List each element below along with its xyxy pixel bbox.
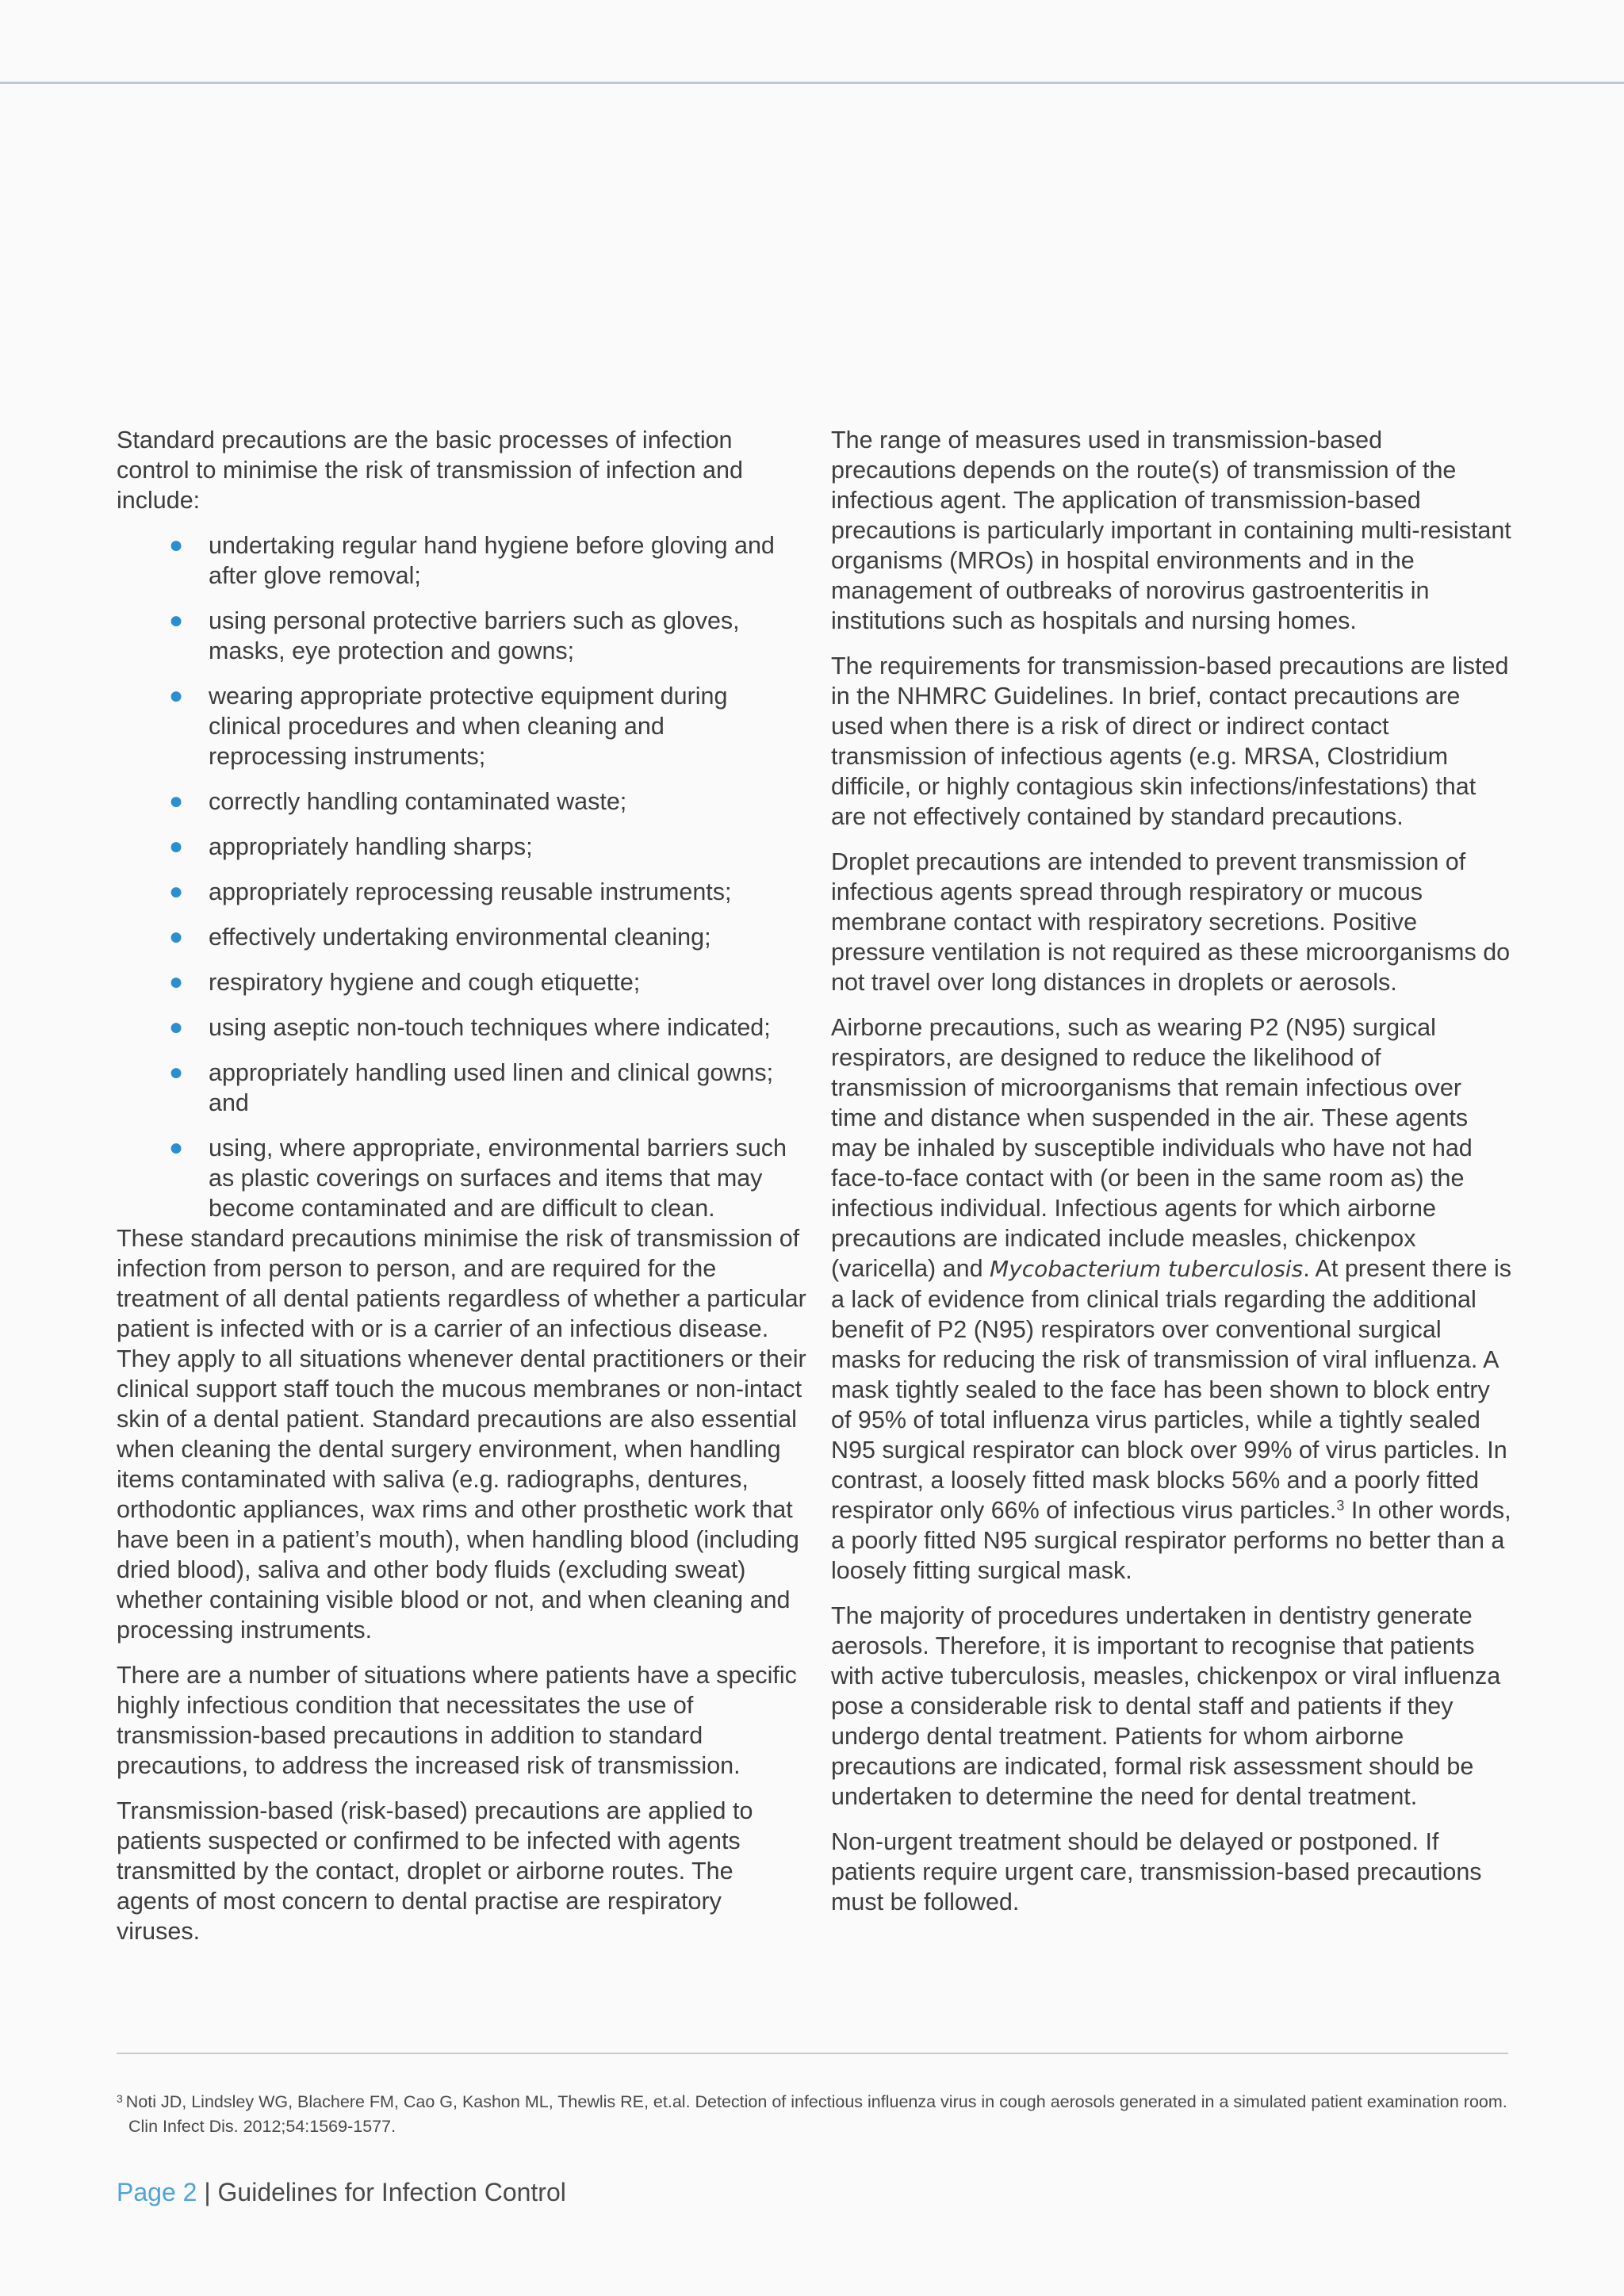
body-paragraph: These standard precautions minimise the risk of transmission of infection from person to person, and are required for the treatment of all dental patients regardless of whether a particular patient is infected with or is a carrier of an infectious disease. They apply to all situations whenever dental practitioners or their clinical support staff touch the mucous membranes or non-intact skin of a dental patient. Standard precautions are also essential when cleaning the dental surgery environment, when handling items contaminated with saliva (e.g. radiographs, dentures, orthodontic appliances, wax rims and other prosthetic work that have been in a patient’s mouth), when handling blood (including dried blood), saliva and other body fluids (excluding sweat) whether containing visible blood or not, and when cleaning and processing instruments. bbox=[117, 1225, 806, 1644]
list-item: ● appropriately handling used linen and clinical gowns; and bbox=[169, 1059, 774, 1116]
list-item: ● correctly handling contaminated waste; bbox=[169, 788, 627, 815]
footnote-text: Noti JD, Lindsley WG, Blachere FM, Cao G, Kashon ML, Thewlis RE, et.al. Detection of infectious influenza virus in cough aerosols generated in a simulated patient examination room. Clin Infect Dis. 2012;54:1569-1577. bbox=[125, 2092, 1507, 2136]
bullet-icon: ● bbox=[169, 683, 184, 709]
bullet-icon: ● bbox=[169, 1059, 184, 1085]
precautions-list bbox=[117, 530, 806, 1223]
bullet-icon: ● bbox=[169, 532, 184, 558]
body-paragraph: Droplet precautions are intended to prevent transmission of infectious agents spread through respiratory or mucous membrane contact with respiratory secretions. Positive pressure ventilation is not required as these microorganisms do not travel over long distances in droplets or aerosols. bbox=[831, 848, 1511, 996]
bullet-icon: ● bbox=[169, 788, 184, 814]
list-item: ● undertaking regular hand hygiene before gloving and after glove removal; bbox=[169, 532, 775, 589]
bullet-icon: ● bbox=[169, 1135, 184, 1161]
left-column bbox=[117, 425, 806, 1961]
list-item: ● effectively undertaking environmental cleaning; bbox=[169, 924, 711, 951]
list-item: ● using aseptic non-touch techniques where indicated; bbox=[169, 1014, 771, 1041]
list-item: ● using personal protective barriers such as gloves, masks, eye protection and gowns; bbox=[169, 607, 740, 664]
page-number: Page 2 bbox=[117, 2178, 197, 2206]
body-paragraph: The requirements for transmission-based precautions are listed in the NHMRC Guidelines. In brief, contact precautions are used when there is a risk of direct or indirect contact transmission of infectious agents (e.g. MRSA, Clostridium difficile, or highly contagious skin infections/infestations) that are not effectively contained by standard precautions. bbox=[831, 652, 1509, 830]
header-rule bbox=[0, 82, 1624, 84]
bullet-icon: ● bbox=[169, 969, 184, 995]
bullet-icon: ● bbox=[169, 878, 184, 905]
footnote bbox=[117, 2087, 1508, 2139]
intro-paragraph: Standard precautions are the basic processes of infection control to minimise the risk of transmission of infection and include: bbox=[117, 427, 743, 514]
bullet-icon: ● bbox=[169, 833, 184, 859]
body-paragraph: The majority of procedures undertaken in dentistry generate aerosols. Therefore, it is important to recognise that patients with active tuberculosis, measles, chickenpox or viral influenza pose a considerable risk to dental staff and patients if they undergo dental treatment. Patients for whom airborne precautions are indicated, formal risk assessment should be undertaken to determine the need for dental treatment. bbox=[831, 1602, 1501, 1810]
body-paragraph: Transmission-based (risk-based) precautions are applied to patients suspected or confirmed to be infected with agents transmitted by the contact, droplet or airborne routes. The agents of most concern to dental practise are respiratory viruses. bbox=[117, 1797, 753, 1945]
list-item: ● using, where appropriate, environmental barriers such as plastic coverings on surfaces and items that may become contaminated and are difficult to clean. bbox=[169, 1135, 787, 1222]
bullet-icon: ● bbox=[169, 924, 184, 950]
list-item: ● wearing appropriate protective equipment during clinical procedures and when cleaning and reprocessing instruments; bbox=[169, 683, 728, 770]
list-item: ● appropriately handling sharps; bbox=[169, 833, 533, 860]
list-item: ● respiratory hygiene and cough etiquette; bbox=[169, 969, 641, 996]
bullet-icon: ● bbox=[169, 1014, 184, 1040]
footnote-marker: 3 bbox=[117, 2092, 123, 2105]
footer-separator: | bbox=[197, 2178, 218, 2206]
airborne-paragraph: Airborne precautions, such as wearing P2 (N95) surgical respirators, are designed to reduce the likelihood of transmission of microorganisms that remain infectious over time and distance when suspended in the air. These agents may be inhaled by susceptible individuals who have not had face-to-face contact with (or been in the same room as) the infectious individual. Infectious agents for which airborne precautions are indicated include measles, chickenpox (varicella) and Mycobacterium tuberculosis. At present there is a lack of evidence from clinical trials regarding the additional benefit of P2 (N95) respirators over conventional surgical masks for reducing the risk of transmission of viral influenza. A mask tightly sealed to the face has been shown to block entry of 95% of total influenza virus particles, while a tightly sealed N95 surgical respirator can block over 99% of virus particles. In contrast, a loosely fitted mask blocks 56% and a poorly fitted respirator only 66% of infectious virus particles.$^3$ In other words, a poorly fitted N95 surgical respirator performs no better than a loosely fitting surgical mask. bbox=[831, 1014, 1512, 1584]
body-paragraph: The range of measures used in transmission-based precautions depends on the route(s) of transmission of the infectious agent. The application of transmission-based precautions is particularly important in containing multi-resistant organisms (MROs) in hospital environments and in the management of outbreaks of norovirus gastroenteritis in institutions such as hospitals and nursing homes. bbox=[831, 427, 1511, 634]
bullet-icon: ● bbox=[169, 607, 184, 633]
species-name: Mycobacterium tuberculosis bbox=[990, 1256, 1304, 1282]
footnote-divider bbox=[117, 2053, 1508, 2054]
footnote-reference[interactable]: 3 bbox=[1336, 1498, 1345, 1513]
document-title: Guidelines for Infection Control bbox=[217, 2178, 566, 2206]
page-footer bbox=[117, 2176, 566, 2208]
list-item: ● appropriately reprocessing reusable instruments; bbox=[169, 878, 732, 905]
body-paragraph: Non-urgent treatment should be delayed or postponed. If patients require urgent care, transmission-based precautions must be followed. bbox=[831, 1828, 1482, 1915]
right-column bbox=[831, 425, 1513, 1932]
body-paragraph: There are a number of situations where patients have a specific highly infectious condition that necessitates the use of transmission-based precautions in addition to standard precautions, to address the increased risk of transmission. bbox=[117, 1662, 797, 1779]
